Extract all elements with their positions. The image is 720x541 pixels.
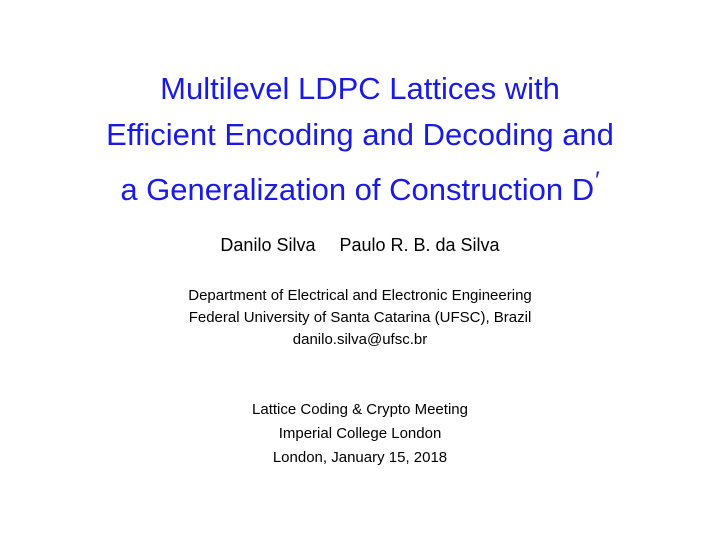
title-line-1: Multilevel LDPC Lattices with [160, 71, 560, 106]
meeting-name: Lattice Coding & Crypto Meeting [252, 401, 468, 418]
title-line-3 [0, 158, 720, 213]
email-text: danilo.silva@ufsc.br [292, 331, 428, 348]
author-list [0, 233, 720, 257]
venue-name: Imperial College London [278, 425, 442, 442]
event-block [0, 398, 720, 470]
author-name: Paulo R. B. da Silva [339, 235, 500, 255]
affiliation-block [0, 285, 720, 351]
author-name: Danilo Silva [220, 235, 316, 255]
university-text: Federal University of Santa Catarina (UFSC), Brazil [188, 309, 532, 326]
title-prime-mark: ′ [595, 167, 600, 194]
slide-title [0, 66, 720, 213]
event-date: London, January 15, 2018 [272, 449, 448, 466]
department-text: Department of Electrical and Electronic Engineering [188, 287, 532, 304]
title-line-3-text: a Generalization of Construction D [120, 172, 595, 207]
title-line-2: Efficient Encoding and Decoding and [106, 117, 614, 152]
